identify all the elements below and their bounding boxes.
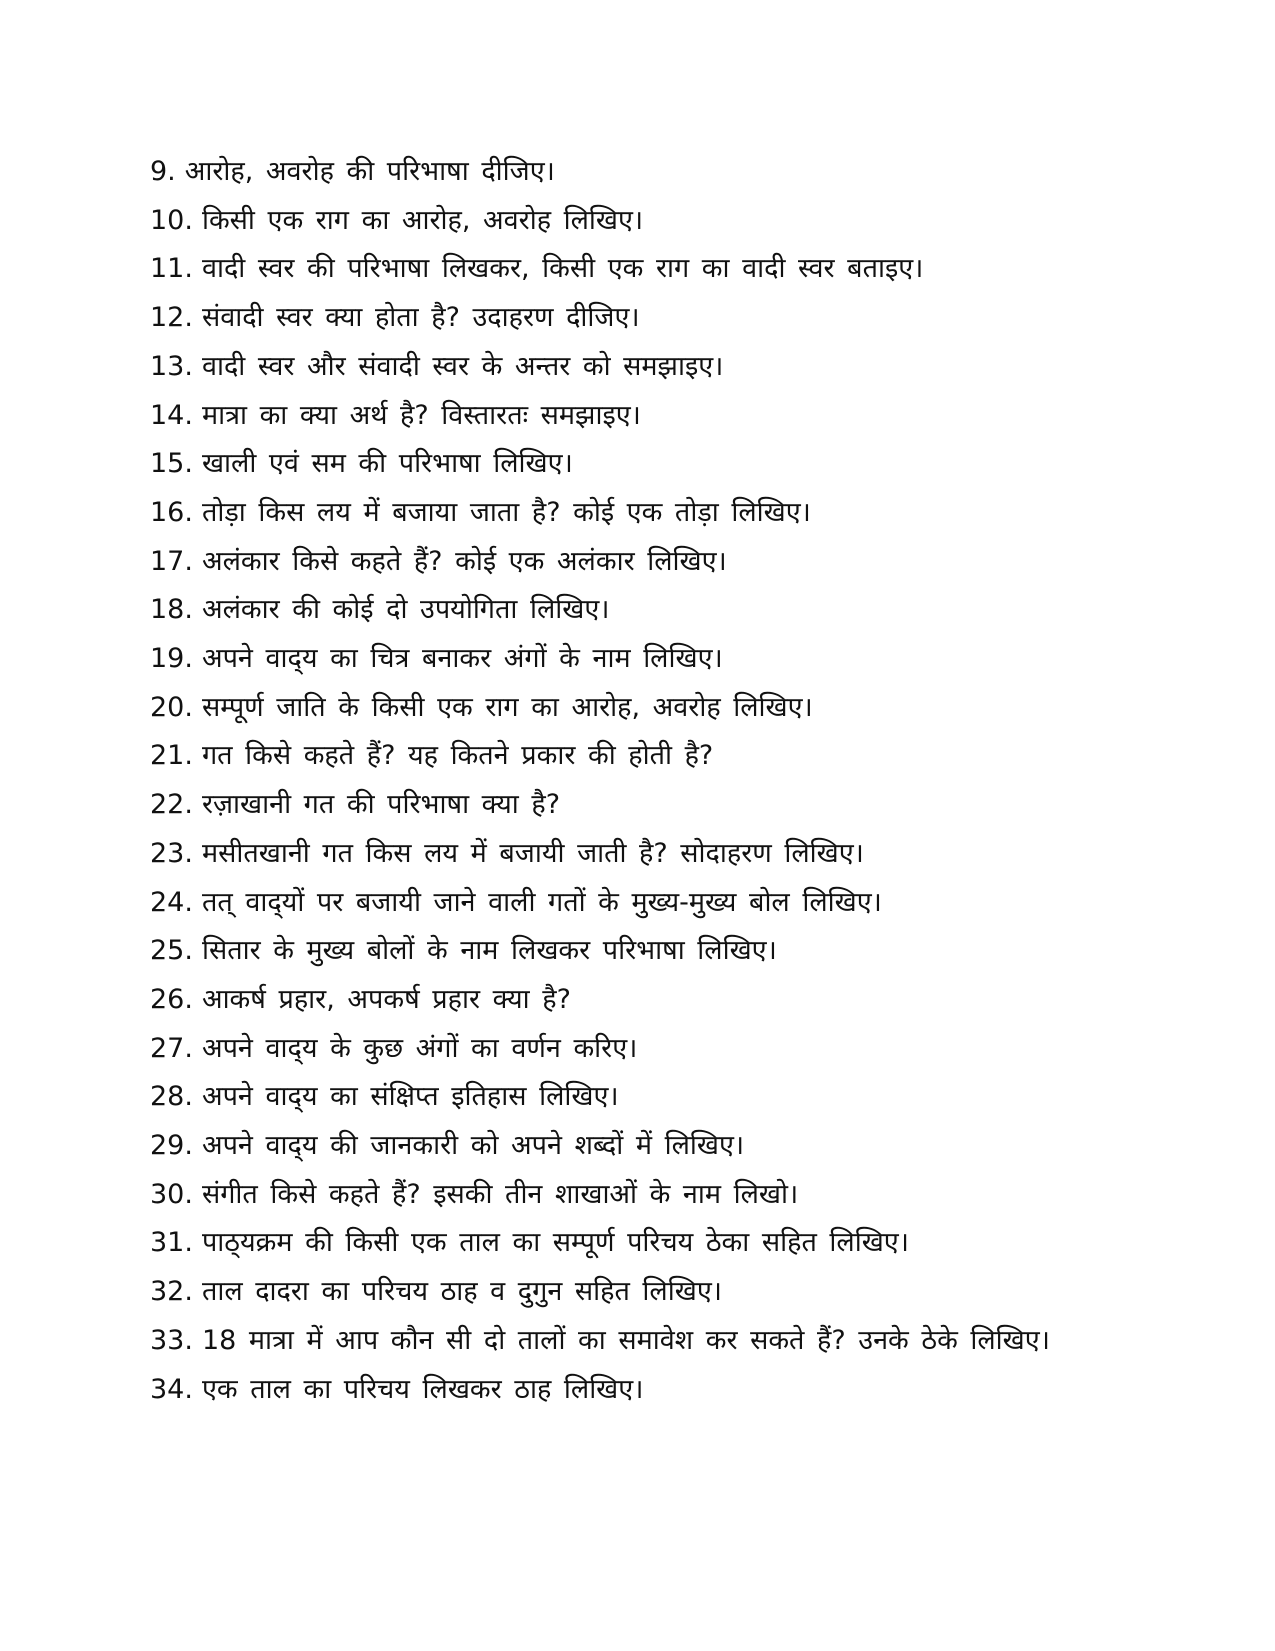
- question-text: आरोह, अवरोह की परिभाषा दीजिए।: [184, 156, 555, 187]
- question-number: 15.: [150, 448, 193, 480]
- question-item: [150, 1268, 1090, 1317]
- question-list: [150, 148, 1090, 1414]
- question-number: 9.: [150, 156, 176, 187]
- question-number: 24.: [150, 886, 193, 918]
- question-number: 27.: [150, 1032, 193, 1064]
- question-number: 17.: [150, 545, 193, 577]
- question-text: गत किसे कहते हैं? यह कितने प्रकार की होती है?: [201, 740, 714, 772]
- question-number: 22.: [150, 789, 193, 821]
- question-text: सम्पूर्ण जाति के किसी एक राग का आरोह, अवरोह लिखिए।: [201, 691, 813, 723]
- question-item: [150, 1122, 1090, 1171]
- question-item: [150, 197, 1090, 246]
- question-text: पाठ्‌यक्रम की किसी एक ताल का सम्पूर्ण परिचय ठेका सहित लिखिए।: [201, 1227, 909, 1259]
- question-text: अलंकार किसे कहते हैं? कोई एक अलंकार लिखिए।: [201, 545, 727, 577]
- question-item: [150, 1317, 1090, 1366]
- question-number: 21.: [150, 740, 193, 772]
- question-text: तत् वाद्‌यों पर बजायी जाने वाली गतों के मुख्य-मुख्य बोल लिखिए।: [201, 886, 882, 918]
- question-number: 26.: [150, 983, 193, 1015]
- question-item: [150, 1073, 1090, 1122]
- question-text: मात्रा का क्या अर्थ है? विस्तारतः समझाइए।: [201, 399, 641, 431]
- question-text: एक ताल का परिचय लिखकर ठाह लिखिए।: [201, 1373, 644, 1405]
- question-text: संगीत किसे कहते हैं? इसकी तीन शाखाओं के नाम लिखो।: [201, 1178, 799, 1210]
- question-number: 23.: [150, 837, 193, 869]
- question-item: [150, 392, 1090, 441]
- question-text: किसी एक राग का आरोह, अवरोह लिखिए।: [201, 204, 644, 236]
- question-item: [150, 343, 1090, 392]
- question-number: 33.: [150, 1324, 193, 1356]
- question-text: वादी स्वर और संवादी स्वर के अन्तर को समझाइए।: [201, 350, 724, 382]
- question-number: 13.: [150, 350, 193, 382]
- question-number: 11.: [150, 253, 193, 285]
- question-text: सितार के मुख्य बोलों के नाम लिखकर परिभाषा लिखिए।: [201, 935, 777, 967]
- question-item: [150, 879, 1090, 928]
- question-number: 34.: [150, 1373, 193, 1405]
- question-text: तोड़ा किस लय में बजाया जाता है? कोई एक तोड़ा लिखिए।: [201, 496, 811, 528]
- question-item: [150, 148, 1090, 197]
- question-item: [150, 781, 1090, 830]
- question-number: 20.: [150, 691, 193, 723]
- question-item: [150, 1219, 1090, 1268]
- question-number: 14.: [150, 399, 193, 431]
- question-item: [150, 684, 1090, 733]
- question-number: 10.: [150, 204, 193, 236]
- question-number: 25.: [150, 935, 193, 967]
- question-item: [150, 1171, 1090, 1220]
- question-item: [150, 586, 1090, 635]
- question-number: 30.: [150, 1178, 193, 1210]
- question-text: 18 मात्रा में आप कौन सी दो तालों का समावेश कर सकते हैं? उनके ठेके लिखिए।: [201, 1324, 1050, 1356]
- question-number: 18.: [150, 594, 193, 626]
- question-text: अलंकार की कोई दो उपयोगिता लिखिए।: [201, 594, 610, 626]
- question-text: रज़ाखानी गत की परिभाषा क्या है?: [201, 789, 561, 821]
- question-text: अपने वाद्‌य की जानकारी को अपने शब्दों में लिखिए।: [201, 1130, 745, 1162]
- question-text: खाली एवं सम की परिभाषा लिखिए।: [201, 448, 573, 480]
- question-item: [150, 927, 1090, 976]
- question-number: 29.: [150, 1130, 193, 1162]
- question-text: मसीतखानी गत किस लय में बजायी जाती है? सोदाहरण लिखिए।: [201, 837, 864, 869]
- question-text: ताल दादरा का परिचय ठाह व दुगुन सहित लिखिए।: [201, 1276, 722, 1308]
- question-item: [150, 294, 1090, 343]
- question-item: [150, 732, 1090, 781]
- question-number: 16.: [150, 496, 193, 528]
- question-text: वादी स्वर की परिभाषा लिखकर, किसी एक राग का वादी स्वर बताइए।: [201, 253, 924, 285]
- question-item: [150, 830, 1090, 879]
- question-number: 19.: [150, 643, 193, 675]
- question-number: 28.: [150, 1081, 193, 1113]
- question-number: 31.: [150, 1227, 193, 1259]
- question-item: [150, 538, 1090, 587]
- question-text: अपने वाद्‌य का संक्षिप्त इतिहास लिखिए।: [201, 1081, 619, 1113]
- question-item: [150, 1366, 1090, 1415]
- question-number: 32.: [150, 1276, 193, 1308]
- question-item: [150, 1025, 1090, 1074]
- question-item: [150, 635, 1090, 684]
- question-text: संवादी स्वर क्या होता है? उदाहरण दीजिए।: [201, 302, 640, 334]
- question-item: [150, 489, 1090, 538]
- question-item: [150, 245, 1090, 294]
- question-text: आकर्ष प्रहार, अपकर्ष प्रहार क्या है?: [201, 983, 571, 1015]
- question-text: अपने वाद्‌य का चित्र बनाकर अंगों के नाम लिखिए।: [201, 643, 723, 675]
- question-item: [150, 440, 1090, 489]
- question-item: [150, 976, 1090, 1025]
- question-text: अपने वाद्‌य के कुछ अंगों का वर्णन करिए।: [201, 1032, 638, 1064]
- question-number: 12.: [150, 302, 193, 334]
